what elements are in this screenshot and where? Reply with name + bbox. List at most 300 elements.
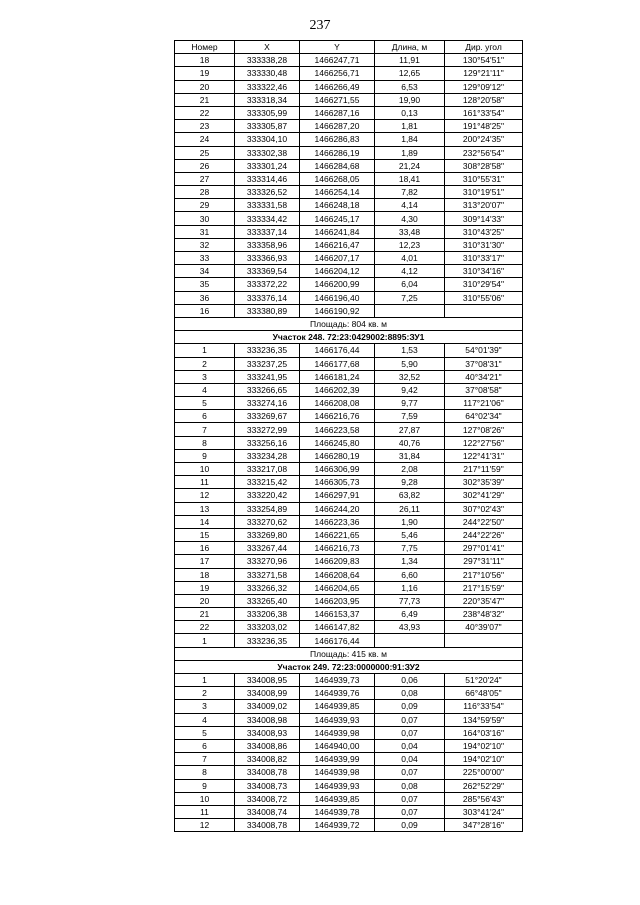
- cell-number: 20: [175, 80, 235, 93]
- cell-length: 9,42: [375, 383, 445, 396]
- cell-number: 29: [175, 199, 235, 212]
- table-row: [175, 383, 523, 396]
- cell-angle: 302°35'39": [445, 476, 523, 489]
- cell-angle: 217°11'59": [445, 463, 523, 476]
- cell-number: 22: [175, 106, 235, 119]
- cell-x: 333256,16: [235, 436, 300, 449]
- cell-angle: 194°02'10": [445, 739, 523, 752]
- cell-angle: 238°48'32": [445, 608, 523, 621]
- cell-angle: 66°48'05": [445, 687, 523, 700]
- cell-length: 0,08: [375, 779, 445, 792]
- cell-y: 1466306,99: [300, 463, 375, 476]
- cell-y: 1466287,20: [300, 120, 375, 133]
- cell-y: 1464939,98: [300, 766, 375, 779]
- table-row: [175, 186, 523, 199]
- cell-angle: 130°54'51": [445, 54, 523, 67]
- cell-x: 333265,40: [235, 594, 300, 607]
- table-row: [175, 265, 523, 278]
- cell-number: 26: [175, 159, 235, 172]
- cell-length: 7,75: [375, 542, 445, 555]
- cell-number: 18: [175, 568, 235, 581]
- table-row: [175, 410, 523, 423]
- cell-x: 333267,44: [235, 542, 300, 555]
- cell-number: 13: [175, 502, 235, 515]
- table-row: [175, 463, 523, 476]
- cell-number: 5: [175, 397, 235, 410]
- cell-angle: 297°01'41": [445, 542, 523, 555]
- cell-y: 1466202,39: [300, 383, 375, 396]
- cell-number: 19: [175, 67, 235, 80]
- table-row: [175, 515, 523, 528]
- cell-length: 1,84: [375, 133, 445, 146]
- cell-number: 3: [175, 370, 235, 383]
- cell-y: 1466181,24: [300, 370, 375, 383]
- cell-x: 333269,80: [235, 528, 300, 541]
- table-row: [175, 634, 523, 647]
- cell-x: 334008,73: [235, 779, 300, 792]
- area-row: [175, 647, 523, 660]
- cell-y: 1466200,99: [300, 278, 375, 291]
- cell-length: 77,73: [375, 594, 445, 607]
- table-row: [175, 674, 523, 687]
- cell-x: 334008,78: [235, 766, 300, 779]
- cell-number: 32: [175, 238, 235, 251]
- cell-angle: 117°21'06": [445, 397, 523, 410]
- cell-number: 6: [175, 410, 235, 423]
- cell-angle: 310°31'30": [445, 238, 523, 251]
- cell-angle: 310°55'31": [445, 172, 523, 185]
- cell-angle: 285°56'43": [445, 792, 523, 805]
- table-row: [175, 159, 523, 172]
- table-row: [175, 779, 523, 792]
- cell-y: 1466223,58: [300, 423, 375, 436]
- cell-length: 7,82: [375, 186, 445, 199]
- cell-number: 6: [175, 739, 235, 752]
- cell-x: 333318,34: [235, 93, 300, 106]
- table-row: [175, 476, 523, 489]
- cell-x: 333215,42: [235, 476, 300, 489]
- cell-x: 333337,14: [235, 225, 300, 238]
- table-row: [175, 252, 523, 265]
- cell-y: 1464939,93: [300, 779, 375, 792]
- table-row: [175, 449, 523, 462]
- cell-angle: 244°22'26": [445, 528, 523, 541]
- cell-angle: 302°41'29": [445, 489, 523, 502]
- cell-angle: 122°27'56": [445, 436, 523, 449]
- cell-angle: 37°08'58": [445, 383, 523, 396]
- cell-x: 334008,72: [235, 792, 300, 805]
- cell-angle: 310°34'16": [445, 265, 523, 278]
- cell-number: 35: [175, 278, 235, 291]
- cell-length: 5,90: [375, 357, 445, 370]
- cell-number: 27: [175, 172, 235, 185]
- table-row: [175, 423, 523, 436]
- cell-y: 1466204,12: [300, 265, 375, 278]
- cell-length: 0,09: [375, 819, 445, 832]
- table-body: [175, 54, 523, 832]
- cell-x: 333266,65: [235, 383, 300, 396]
- cell-angle: 51°20'24": [445, 674, 523, 687]
- cell-angle: 40°34'21": [445, 370, 523, 383]
- cell-number: 20: [175, 594, 235, 607]
- cell-length: 40,76: [375, 436, 445, 449]
- cell-angle: 220°35'47": [445, 594, 523, 607]
- cell-length: 5,46: [375, 528, 445, 541]
- cell-length: 32,52: [375, 370, 445, 383]
- cell-length: 0,09: [375, 700, 445, 713]
- cell-angle: [445, 304, 523, 317]
- table-row: [175, 713, 523, 726]
- cell-number: 8: [175, 436, 235, 449]
- table-row: [175, 436, 523, 449]
- table-row: [175, 172, 523, 185]
- cell-length: 2,08: [375, 463, 445, 476]
- header-number: Номер: [175, 41, 235, 54]
- cell-number: 7: [175, 753, 235, 766]
- cell-angle: 128°20'58": [445, 93, 523, 106]
- cell-length: 1,90: [375, 515, 445, 528]
- cell-angle: 313°20'07": [445, 199, 523, 212]
- table-row: [175, 291, 523, 304]
- cell-length: 27,87: [375, 423, 445, 436]
- cell-number: 28: [175, 186, 235, 199]
- table-row: [175, 146, 523, 159]
- cell-number: 21: [175, 608, 235, 621]
- cell-y: 1466287,16: [300, 106, 375, 119]
- cell-length: 7,25: [375, 291, 445, 304]
- table-row: [175, 528, 523, 541]
- cell-y: 1464939,85: [300, 792, 375, 805]
- cell-angle: 127°08'26": [445, 423, 523, 436]
- cell-x: 334008,78: [235, 819, 300, 832]
- cell-number: 12: [175, 489, 235, 502]
- table-row: [175, 67, 523, 80]
- cell-number: 4: [175, 713, 235, 726]
- cell-x: 333203,02: [235, 621, 300, 634]
- cell-y: 1466208,08: [300, 397, 375, 410]
- header-x: X: [235, 41, 300, 54]
- cell-x: 333272,99: [235, 423, 300, 436]
- cell-angle: 129°21'11": [445, 67, 523, 80]
- table-row: [175, 726, 523, 739]
- cell-x: 334008,86: [235, 739, 300, 752]
- cell-angle: 161°33'54": [445, 106, 523, 119]
- cell-y: 1464939,93: [300, 713, 375, 726]
- cell-x: 333217,08: [235, 463, 300, 476]
- cell-angle: 194°02'10": [445, 753, 523, 766]
- cell-y: 1466241,84: [300, 225, 375, 238]
- table-row: [175, 621, 523, 634]
- coordinates-table: [174, 40, 523, 832]
- cell-x: 333237,25: [235, 357, 300, 370]
- cell-number: 23: [175, 120, 235, 133]
- cell-y: 1466209,83: [300, 555, 375, 568]
- table-row: [175, 700, 523, 713]
- cell-length: 63,82: [375, 489, 445, 502]
- cell-length: 1,81: [375, 120, 445, 133]
- cell-y: 1466271,55: [300, 93, 375, 106]
- cell-length: 21,24: [375, 159, 445, 172]
- cell-angle: 129°09'12": [445, 80, 523, 93]
- cell-y: 1466176,44: [300, 634, 375, 647]
- cell-number: 17: [175, 555, 235, 568]
- table-row: [175, 106, 523, 119]
- table-row: [175, 304, 523, 317]
- cell-y: 1466190,92: [300, 304, 375, 317]
- cell-y: 1464939,98: [300, 726, 375, 739]
- cell-length: 43,93: [375, 621, 445, 634]
- cell-x: 333372,22: [235, 278, 300, 291]
- header-length: Длина, м: [375, 41, 445, 54]
- cell-y: 1466280,19: [300, 449, 375, 462]
- cell-length: 4,14: [375, 199, 445, 212]
- cell-number: 1: [175, 674, 235, 687]
- cell-y: 1466305,73: [300, 476, 375, 489]
- cell-y: 1466221,65: [300, 528, 375, 541]
- table-row: [175, 489, 523, 502]
- cell-angle: 54°01'39": [445, 344, 523, 357]
- cell-y: 1466245,80: [300, 436, 375, 449]
- area-text: Площадь: 804 кв. м: [175, 317, 523, 330]
- cell-x: 333254,89: [235, 502, 300, 515]
- table-row: [175, 594, 523, 607]
- cell-x: 333236,35: [235, 634, 300, 647]
- cell-y: 1466248,18: [300, 199, 375, 212]
- cell-number: 11: [175, 805, 235, 818]
- cell-angle: 217°10'56": [445, 568, 523, 581]
- cell-x: 333301,24: [235, 159, 300, 172]
- cell-angle: 116°33'54": [445, 700, 523, 713]
- cell-number: 5: [175, 726, 235, 739]
- cell-x: 333366,93: [235, 252, 300, 265]
- table-row: [175, 199, 523, 212]
- cell-length: 0,07: [375, 713, 445, 726]
- table-row: [175, 120, 523, 133]
- cell-y: 1466216,47: [300, 238, 375, 251]
- cell-x: 333330,48: [235, 67, 300, 80]
- cell-y: 1466153,37: [300, 608, 375, 621]
- cell-number: 16: [175, 542, 235, 555]
- cell-length: 6,60: [375, 568, 445, 581]
- cell-y: 1466208,64: [300, 568, 375, 581]
- cell-y: 1466256,71: [300, 67, 375, 80]
- cell-length: 6,04: [375, 278, 445, 291]
- cell-number: 24: [175, 133, 235, 146]
- cell-length: 9,77: [375, 397, 445, 410]
- cell-y: 1466216,76: [300, 410, 375, 423]
- cell-x: 333305,99: [235, 106, 300, 119]
- cell-y: 1466176,44: [300, 344, 375, 357]
- cell-angle: 307°02'43": [445, 502, 523, 515]
- cell-angle: 225°00'00": [445, 766, 523, 779]
- cell-length: 0,07: [375, 792, 445, 805]
- page-number: 237: [309, 18, 331, 33]
- cell-length: 4,12: [375, 265, 445, 278]
- cell-y: 1466207,17: [300, 252, 375, 265]
- cell-length: 0,07: [375, 766, 445, 779]
- cell-length: 31,84: [375, 449, 445, 462]
- cell-x: 333269,67: [235, 410, 300, 423]
- cell-length: 0,08: [375, 687, 445, 700]
- cell-x: 334008,93: [235, 726, 300, 739]
- cell-number: 22: [175, 621, 235, 634]
- cell-y: 1466286,19: [300, 146, 375, 159]
- cell-length: 6,53: [375, 80, 445, 93]
- cell-x: 334008,74: [235, 805, 300, 818]
- table-row: [175, 542, 523, 555]
- cell-y: 1466247,71: [300, 54, 375, 67]
- cell-x: 333338,28: [235, 54, 300, 67]
- cell-x: 333271,58: [235, 568, 300, 581]
- table-row: [175, 819, 523, 832]
- table-row: [175, 212, 523, 225]
- cell-length: 4,01: [375, 252, 445, 265]
- cell-y: 1466245,17: [300, 212, 375, 225]
- cell-number: 34: [175, 265, 235, 278]
- cell-angle: 122°41'31": [445, 449, 523, 462]
- cell-length: 9,28: [375, 476, 445, 489]
- cell-y: 1464939,99: [300, 753, 375, 766]
- cell-y: 1464939,85: [300, 700, 375, 713]
- table-row: [175, 54, 523, 67]
- cell-number: 1: [175, 344, 235, 357]
- cell-number: 21: [175, 93, 235, 106]
- cell-length: 1,34: [375, 555, 445, 568]
- cell-x: 333234,28: [235, 449, 300, 462]
- cell-length: 6,49: [375, 608, 445, 621]
- table-row: [175, 608, 523, 621]
- cell-angle: 191°48'25": [445, 120, 523, 133]
- cell-length: 26,11: [375, 502, 445, 515]
- cell-y: 1466204,65: [300, 581, 375, 594]
- cell-number: 2: [175, 687, 235, 700]
- section-title-row: [175, 331, 523, 344]
- cell-length: 18,41: [375, 172, 445, 185]
- cell-x: 333331,58: [235, 199, 300, 212]
- cell-number: 12: [175, 819, 235, 832]
- cell-angle: 310°43'25": [445, 225, 523, 238]
- cell-x: 333206,38: [235, 608, 300, 621]
- cell-number: 16: [175, 304, 235, 317]
- cell-length: 7,59: [375, 410, 445, 423]
- cell-angle: 64°02'34": [445, 410, 523, 423]
- section-title: Участок 249. 72:23:0000000:91:ЗУ2: [175, 660, 523, 673]
- cell-number: 36: [175, 291, 235, 304]
- cell-x: 334008,99: [235, 687, 300, 700]
- cell-angle: 134°59'59": [445, 713, 523, 726]
- cell-x: 333322,46: [235, 80, 300, 93]
- cell-number: 14: [175, 515, 235, 528]
- area-row: [175, 317, 523, 330]
- cell-x: 333236,35: [235, 344, 300, 357]
- table-row: [175, 344, 523, 357]
- cell-number: 3: [175, 700, 235, 713]
- cell-y: 1466297,91: [300, 489, 375, 502]
- cell-number: 7: [175, 423, 235, 436]
- cell-x: 333266,32: [235, 581, 300, 594]
- cell-number: 2: [175, 357, 235, 370]
- cell-angle: 309°14'33": [445, 212, 523, 225]
- cell-angle: 347°28'16": [445, 819, 523, 832]
- cell-x: 333220,42: [235, 489, 300, 502]
- cell-x: 333302,38: [235, 146, 300, 159]
- cell-x: 333270,96: [235, 555, 300, 568]
- cell-x: 333358,96: [235, 238, 300, 251]
- cell-angle: 310°19'51": [445, 186, 523, 199]
- cell-y: 1464939,78: [300, 805, 375, 818]
- cell-angle: 217°15'59": [445, 581, 523, 594]
- cell-angle: 200°24'35": [445, 133, 523, 146]
- table-row: [175, 502, 523, 515]
- table-row: [175, 581, 523, 594]
- cell-x: 333326,52: [235, 186, 300, 199]
- cell-y: 1464939,73: [300, 674, 375, 687]
- cell-length: 0,07: [375, 726, 445, 739]
- cell-number: 4: [175, 383, 235, 396]
- header-y: Y: [300, 41, 375, 54]
- table-row: [175, 370, 523, 383]
- cell-number: 10: [175, 792, 235, 805]
- cell-number: 9: [175, 449, 235, 462]
- cell-angle: 262°52'29": [445, 779, 523, 792]
- cell-x: 333380,89: [235, 304, 300, 317]
- cell-angle: 244°22'50": [445, 515, 523, 528]
- cell-x: 334008,82: [235, 753, 300, 766]
- cell-length: 12,65: [375, 67, 445, 80]
- cell-number: 19: [175, 581, 235, 594]
- cell-length: 1,89: [375, 146, 445, 159]
- cell-angle: 310°55'06": [445, 291, 523, 304]
- header-angle: Дир. угол: [445, 41, 523, 54]
- cell-y: 1466286,83: [300, 133, 375, 146]
- cell-x: 333314,46: [235, 172, 300, 185]
- cell-length: 0,13: [375, 106, 445, 119]
- cell-length: [375, 634, 445, 647]
- cell-x: 333241,95: [235, 370, 300, 383]
- cell-x: 333304,10: [235, 133, 300, 146]
- cell-x: 333369,54: [235, 265, 300, 278]
- table-header-row: [175, 41, 523, 54]
- table-row: [175, 225, 523, 238]
- cell-x: 333376,14: [235, 291, 300, 304]
- table-row: [175, 357, 523, 370]
- cell-number: 8: [175, 766, 235, 779]
- cell-y: 1466268,05: [300, 172, 375, 185]
- table-row: [175, 739, 523, 752]
- cell-x: 334008,98: [235, 713, 300, 726]
- cell-number: 10: [175, 463, 235, 476]
- cell-number: 11: [175, 476, 235, 489]
- cell-number: 15: [175, 528, 235, 541]
- cell-y: 1466177,68: [300, 357, 375, 370]
- cell-y: 1464939,72: [300, 819, 375, 832]
- cell-x: 333274,16: [235, 397, 300, 410]
- cell-angle: 310°33'17": [445, 252, 523, 265]
- cell-y: 1464940,00: [300, 739, 375, 752]
- cell-x: 333305,87: [235, 120, 300, 133]
- table-row: [175, 278, 523, 291]
- cell-number: 31: [175, 225, 235, 238]
- cell-angle: 37°08'31": [445, 357, 523, 370]
- cell-number: 25: [175, 146, 235, 159]
- cell-y: 1466216,73: [300, 542, 375, 555]
- table-row: [175, 568, 523, 581]
- cell-angle: 308°28'58": [445, 159, 523, 172]
- cell-y: 1466147,82: [300, 621, 375, 634]
- table-row: [175, 93, 523, 106]
- cell-length: 33,48: [375, 225, 445, 238]
- cell-y: 1466266,49: [300, 80, 375, 93]
